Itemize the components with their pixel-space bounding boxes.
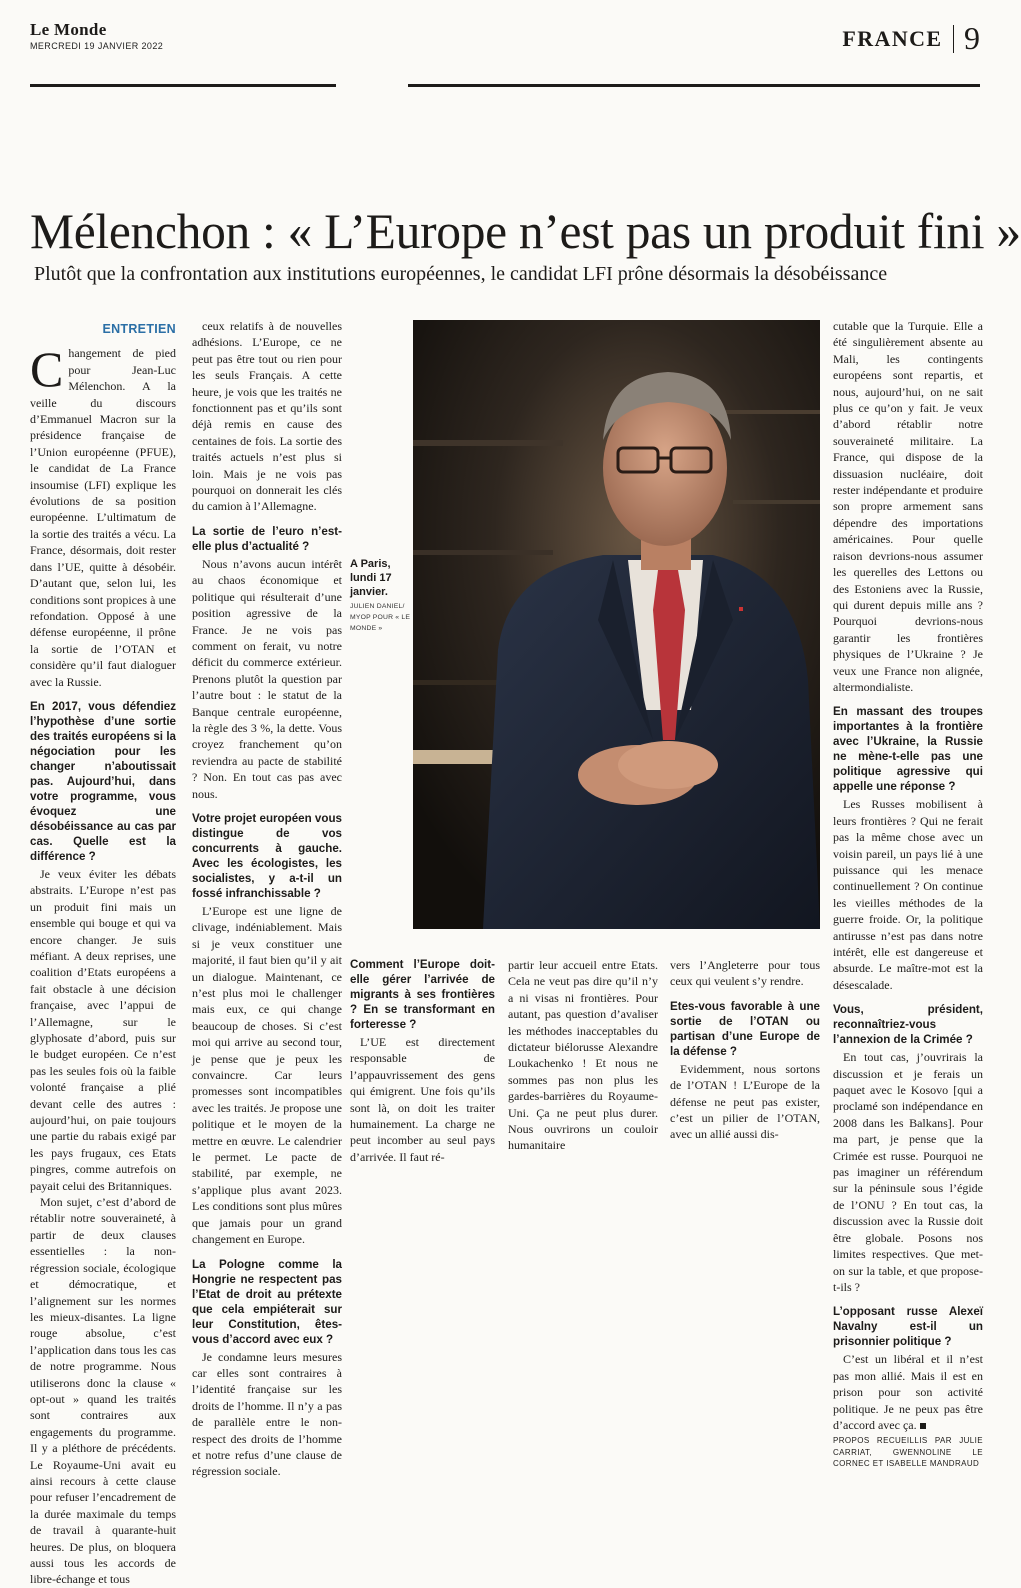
newspaper-logo: Le Monde: [30, 20, 107, 39]
section-divider: [953, 25, 955, 53]
answer-paragraph: Je veux éviter les débats abstraits. L’Europe n’est pas un produit fini mais un ensemble qui bouge et qui va encore changer. Je suis méfiant. A deux reprises, une coalition d’Etats européens a fait obstacle à une décision française, avec l’appui de l’Allemagne, sur le glyphosate d’abord, puis sur le budget européen. Ce n’est pas les seules fois où la faible volonté française a plié devant celle des autres : aujourd’hui, on paie toujours une partie du rabais exigé par les pays frugaux, ces Etats pingres, comme autrefois on payait celui des Britanniques.: [30, 866, 176, 1193]
answer-paragraph: Je condamne leurs mesures car elles sont contraires à l’identité française sur les droits de l’homme. Il n’y a pas de parallèle entre le non-respect des droits de l’homme et notre refus d’une clause de régression sociale.: [192, 1349, 342, 1479]
column-6: [833, 318, 983, 1470]
answer-paragraph: cutable que la Turquie. Elle a été singulièrement absente au Mali, les contingents européens sont repartis, et nous, aujourd’hui, on ne sait plus ce qu’on y fait. Je veux d’abord rétablir notre souveraineté militaire. La France, qui dispose de la dissuasion nucléaire, doit rester indépendante et produire son propre armement sans dépendre des importations américaines. Pour quelle raison devrions-nous assumer les querelles des Lettons ou des Estoniens avec la Russie, qui durent depuis mille ans ? Pourquoi devrions-nous garantir les frontières physiques de l’Ukraine ? Je veux une France non alignée, altermondialiste.: [833, 319, 983, 694]
question: En massant des troupes importantes à la frontière avec l’Ukraine, la Russie ne mène-t-elle pas une politique agressive qui appelle une réponse ?: [833, 705, 983, 794]
column-1: [30, 318, 176, 1588]
photo-credit: JULIEN DANIEL/ MYOP POUR « LE MONDE »: [350, 603, 411, 632]
question: Comment l’Europe doit-elle gérer l’arrivée de migrants à ses frontières ? En se transformant en forteresse ?: [350, 958, 495, 1031]
column-2: [192, 318, 342, 1480]
intro-text: hangement de pied pour Jean-Luc Mélenchon. A la veille du discours d’Emmanuel Macron sur la présidence française de l’Union européenne (PFUE), le candidat de La France insoumise (LFI) explique les évolutions de sa position européenne. L’ultimatum de la sortie des traités a vécu. La France, désormais, doit rester dans l’UE, quitte à désobéir. D’autant que, selon lui, les conditions sont propices à une refondation. Opposé à une défense européenne, il prône la sortie de l’OTAN et considère qu’il faut dialoguer avec la Russie.: [30, 346, 176, 689]
portrait-photo: [413, 320, 820, 929]
answer-paragraph: Nous n’avons aucun intérêt au chaos économique et politique qui résulterait d’une position agressive de la France. Je ne vois pas comment on ferait, vu notre déficit du commerce extérieur. Prenons plutôt la question par l’autre bout : le statut de la Banque centrale européenne, la règle des 3 %, la dette. Vous croyez franchement qu’on reviendra au pacte de stabilité ? Non. En tout cas pas avec nous.: [192, 556, 342, 801]
article-headline: Mélenchon : « L’Europe n’est pas un produit fini »: [30, 204, 1021, 259]
drop-cap: C: [30, 341, 64, 398]
answer-paragraph: Les Russes mobilisent à leurs frontières ? Qui ne ferait pas la même chose avec un voisin pareil, un pays lié à une puissance qui les menace continuellement ? On continue les vieilles méthodes de la guerre froide. Or, la politique antirusse n’est pas dans notre intérêt, elle est dangereuse et absurde. Le maître-mot est la désescalade.: [833, 797, 983, 992]
section-name: FRANCE: [842, 25, 943, 51]
question: L’opposant russe Alexeï Navalny est-il un prisonnier politique ?: [833, 1305, 983, 1349]
byline: PROPOS RECUEILLIS PAR JULIE CARRIAT, GWENNOLINE LE CORNEC ET ISABELLE MANDRAUD: [833, 1436, 983, 1469]
answer-paragraph: ceux relatifs à de nouvelles adhésions. L’Europe, ce ne peut pas être tout ou rien pour les seuls Français. A cette heure, je vois que les traités ne fonctionnent pas et qu’ils sont déjà remis en cause des centaines de fois. La sortie des traités actuels n’est plus si loin. Mais je ne vois pas pourquoi on donnerait les clés du camion à l’Allemagne.: [192, 319, 342, 514]
photo-caption: [350, 557, 412, 634]
end-mark: [920, 1423, 926, 1429]
column-5: [670, 957, 820, 1143]
article-deck: Plutôt que la confrontation aux institutions européennes, le candidat LFI prône désormais la désobéissance: [34, 263, 888, 285]
answer-paragraph: vers l’Angleterre pour tous ceux qui veulent s’y rendre.: [670, 958, 820, 989]
answer-paragraph: L’UE est directement responsable de l’appauvrissement des gens qui émigrent. Une fois qu’ils sont là, on doit les traiter humainement. La charge ne peut incomber au seul pays d’arrivée. Il faut ré-: [350, 1035, 495, 1164]
answer-paragraph: partir leur accueil entre Etats. Cela ne veut pas dire qu’il n’y a ni visas ni frontières. Pour autant, pas question d’avaliser les méthodes inacceptables du dictateur biélorusse Alexandre Loukachenko ! Et nous ne sommes pas non plus les gardes-barrières du Royaume-Uni. Ça ne peut plus durer. Nous ouvrirons un couloir humanitaire: [508, 958, 658, 1153]
masthead: [30, 20, 163, 51]
page-number: 9: [964, 20, 980, 56]
section-header: [842, 20, 980, 57]
column-4: [508, 957, 658, 1154]
question: La sortie de l’euro n’est-elle plus d’actualité ?: [192, 524, 342, 553]
final-answer: C’est un libéral et il n’est pas mon allié. Mais il est en prison pour son activité politique. Je ne peux pas être d’accord avec ça.: [833, 1352, 983, 1432]
question: Vous, président, reconnaîtriez-vous l’annexion de la Crimée ?: [833, 1003, 983, 1047]
question: Votre projet européen vous distingue de vos concurrents à gauche. Avec les écologistes, les socialistes, y a-t-il un fossé infranchissable ?: [192, 811, 342, 900]
caption-text: A Paris, lundi 17 janvier.: [350, 558, 392, 598]
question: En 2017, vous défendiez l’hypothèse d’une sortie des traités européens si la négociation pour les changer n’aboutissait pas. Aujourd’hui, dans votre programme, vous évoquez une désobéissance au cas par cas. Quelle est la différence ?: [30, 699, 176, 863]
article-kicker: ENTRETIEN: [102, 322, 176, 336]
answer-paragraph: Mon sujet, c’est d’abord de rétablir notre souveraineté, à partir de deux clauses essentielles : la non-régression sociale, écologique et démocratique, et l’alignement sur les normes les mieux-disantes. La ligne rouge absolue, c’est l’application dans tous les cas de notre programme. Nous utiliserons donc la clause « opt-out » quand les traités sont contraires aux engagements du programme. Il y a pléthore de précédents. Le Royaume-Uni avait eu ainsi recours à cette clause pour refuser l’encadrement de la durée maximale du temps de travail à quarante-huit heures. De plus, on bloquera aussi tous les accords de libre-échange et tous: [30, 1195, 176, 1587]
question: La Pologne comme la Hongrie ne respectent pas l’Etat de droit au prétexte que cela empiéterait sur leur Constitution, êtes-vous d’accord avec eux ?: [192, 1257, 342, 1346]
intro-paragraph: [30, 341, 176, 690]
issue-date: MERCREDI 19 JANVIER 2022: [30, 41, 164, 51]
answer-paragraph: [833, 1351, 983, 1433]
answer-paragraph: L’Europe est une ligne de clivage, indéniablement. Mais si je veux constituer une majorité, il faut bien qu’il y ait un dialogue. Maintenant, ce n’est plus moi le challenger mais eux, ce qui change beaucoup de choses. Si c’est moi qui arrive au second tour, je pense que je peux les convaincre. Car leurs promesses sont incompatibles avec les traités. Je propose une politique et le moyen de la mettre en œuvre. Le calendrier le permet. Le pacte de stabilité, par exemple, ne s’applique plus avant 2023. Les conditions sont plus mûres que jamais pour un grand changement en Europe.: [192, 903, 342, 1247]
answer-paragraph: Evidemment, nous sortons de l’OTAN ! L’Europe de la défense ne peut pas exister, c’est un pilier de l’OTAN, avec un allié aussi dis-: [670, 1061, 820, 1142]
answer-paragraph: En tout cas, j’ouvrirais la discussion et je ferais un paquet avec le Kosovo [qui a proclamé son indépendance en 2008 dans les Balkans]. Pour ma part, je pense que la Crimée est russe. Pourquoi ne pas imaginer un référendum sur la péninsule sous l’égide de l’ONU ? En tout cas, la discussion avec la Russie doit être globale. Posons nos limites respectives. Que met-on sur la table, et que propose-t-ils ?: [833, 1050, 983, 1294]
portrait-illustration: [413, 320, 820, 929]
question: Etes-vous favorable à une sortie de l’OTAN ou partisan d’une Europe de la défense ?: [670, 999, 820, 1058]
column-3: [350, 957, 495, 1165]
header-rule-left: [30, 84, 336, 87]
header-rule-right: [408, 84, 980, 87]
